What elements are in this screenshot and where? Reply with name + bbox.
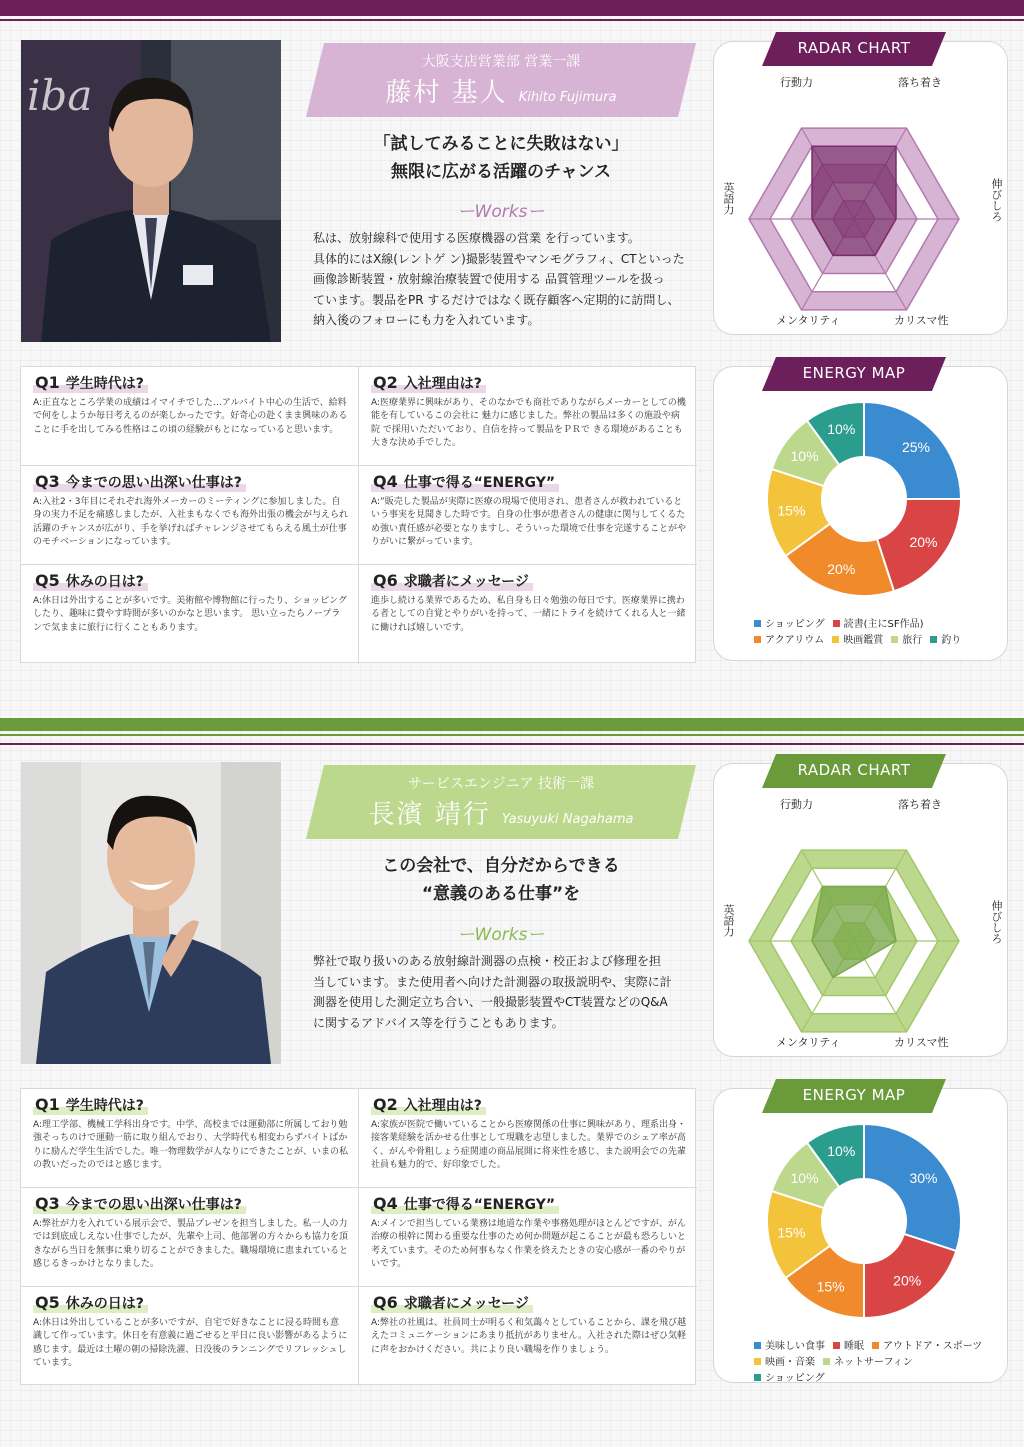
radar-chart xyxy=(714,764,1009,1058)
name-banner-1 xyxy=(306,43,696,117)
legend-item xyxy=(754,617,825,633)
legend-label: 読書(主にSF作品) xyxy=(843,619,924,630)
legend-swatch xyxy=(754,1342,761,1349)
radar-axis-label: 伸びしろ xyxy=(990,900,1003,944)
radar-axis-label: カリスマ性 xyxy=(894,1036,949,1049)
legend-label: ネットサーフィン xyxy=(834,1357,913,1368)
legend-item xyxy=(754,1371,825,1387)
works-text: 私は、放射線科で使用する医療機器の営業 を行っています。 具体的にはX線(レントゲ ン)撮影装置やマンモグラフィ、CTといった 画像診断装置・放射線治療装置で使用する 品質管理ツールを扱っ ています。製品をPR するだけではなく既存顧客へ定期的に訪問し、 納入後のフォローにも力を入れています。 xyxy=(313,231,685,327)
legend-label: アクアリウム xyxy=(765,635,825,646)
pie-slice-label: 10% xyxy=(827,1143,856,1160)
energy-title: ENERGY MAP xyxy=(762,1079,946,1113)
legend-item xyxy=(832,633,883,649)
person-name-en: Yasuyuki Nagahama xyxy=(501,812,634,827)
radar-title: RADAR CHART xyxy=(762,32,946,66)
pie-slice-label: 10% xyxy=(827,421,856,438)
legend-swatch xyxy=(833,1342,840,1349)
answer: A:弊社が力を入れている展示会で、製品プレゼンを担当しました。私一人の力では到底成しえない仕事でしたが、先輩や上司、他部署の方々からも協力を頂きながら当日を無事に乗り切ることができました。職場環境に恵まれていると感じるきっかけとなりました。 xyxy=(33,1219,349,1270)
legend-swatch xyxy=(833,620,840,627)
question: 求職者にメッセージ xyxy=(403,1296,529,1312)
question: 仕事で得る“ENERGY” xyxy=(403,475,556,491)
answer: A:メインで担当している業務は地道な作業や事務処理がほとんどですが、がん治療の根幹に関わる重要な仕事のため何か問題が起こることが最も恐ろしいと考えています。そのため何事もなく作業を終えたときの安心感が一番のやりがいです。 xyxy=(371,1219,687,1270)
legend-swatch xyxy=(754,636,761,643)
radar-panel-1 xyxy=(713,41,1008,335)
legend-item xyxy=(754,1355,815,1371)
catchphrase: この会社で、自分だからできる “意義のある仕事”を xyxy=(382,856,620,904)
legend-item xyxy=(891,633,922,649)
qa-item: Q1 学生時代は? A:正直なところ学業の成績はイマイチでした…アルバイト中心の生活で、給料で何をしようか毎日考えるのが楽しかったです。好奇心の赴くまま興味のあることに手を出してみる性格はこの頃の経験がもとになっていると思います。 xyxy=(21,367,359,466)
legend-swatch xyxy=(754,1374,761,1381)
energy-legend xyxy=(754,617,994,649)
energy-panel-1 xyxy=(713,366,1008,661)
legend-row xyxy=(754,617,994,633)
answer: A:医療業界に興味があり、そのなかでも商社でありながらメーカーとしての機能を有しているこの会社に 魅力に感じました。弊社の製品は多くの施設や病院 で採用いただいており、自信を持って製品をＰＲで きる環境があることも大きな決め手でした。 xyxy=(371,398,686,449)
radar-title: RADAR CHART xyxy=(762,754,946,788)
legend-label: アウトドア・スポーツ xyxy=(883,1341,983,1352)
person-name: 長濱 靖行 xyxy=(368,800,491,830)
legend-item xyxy=(930,633,961,649)
department: サービスエンジニア 技術一課 xyxy=(407,776,595,792)
legend-label: 映画・音楽 xyxy=(765,1357,815,1368)
works-heading: ーWorksー xyxy=(457,925,545,945)
answer: A:休日は外出することが多いです。美術館や博物館に行ったり、ショッピングしたり、趣味に費やす時間が多いのかなと思います。 思い立ったらノープランで気ままに旅行に行くこともあります。 xyxy=(33,596,347,633)
legend-item xyxy=(833,617,924,633)
works-text: 弊社で取り扱いのある放射線計測器の点検・校正および修理を担 当しています。また使用者へ向けた計測器の取扱説明や、実際に計 測器を使用した測定立ち合い、一般撮影装置やCT装置などのQ&A に関するアドバイス等を行うこともあります。 xyxy=(313,954,672,1030)
legend-label: 美味しい食事 xyxy=(765,1341,825,1352)
answer: A:入社2・3年目にそれぞれ海外メーカーのミーティングに参加しました。自身の実力不足を痛感しましたが、入社まもなくでも海外出張の機会が与えられ 活躍のチャンスが広がり、手を挙げればチャレンジさせてもらえる風土が仕事のモチベーションになっています。 xyxy=(33,497,349,548)
pie-slice-label: 20% xyxy=(893,1272,922,1289)
profile-photo-2 xyxy=(21,762,281,1064)
radar-axis-label: 落ち着き xyxy=(898,798,942,811)
qa-item: Q2 入社理由は? A:家族が医院で働いていることから医療関係の仕事に興味があり、理系出身・接客業経験を活かせる仕事として現職を志望しました。業界でのシェア率が高く、がんや骨粗しょう症関連の商品展開に将来性を感じ、また説明会での先輩社員も魅力的で、好印象でした。 xyxy=(359,1089,697,1188)
pie-slice-label: 10% xyxy=(790,1169,819,1186)
pie-slice xyxy=(864,1124,961,1251)
legend-label: 釣り xyxy=(941,635,962,646)
answer: A:理工学部、機械工学科出身です。中学、高校までは運動部に所属しており勉強そっちのけで運動一筋に取り組んでおり、大学時代も相変わらずバイトばかりに励んだ学生生活でした。唯一物理数学が人なりにできたことが、いまの私の教いだったのではと感じます。 xyxy=(33,1120,349,1171)
legend-item xyxy=(833,1339,864,1355)
qa-item: Q4 仕事で得る“ENERGY” A:メインで担当している業務は地道な作業や事務処理がほとんどですが、がん治療の根幹に関わる重要な仕事のため何か問題が起こることが最も恐ろしいと考えています。そのため何事もなく作業を終えたときの安心感が一番のやりがいです。 xyxy=(359,1188,697,1287)
question: 入社理由は? xyxy=(403,376,482,392)
answer: A:弊社の社風は、社員同士が明るく和気藹々としていることから、課を飛び越えたコミュニケーションにあまり抵抗がありません。入社された際はぜひ気軽に声をおかけください。共により良い職場を作りましょう。 xyxy=(371,1318,687,1355)
question: 今までの思い出深い仕事は? xyxy=(65,475,242,491)
profile-photo-1 xyxy=(21,40,281,342)
legend-row xyxy=(754,1339,994,1355)
profile-section-1 xyxy=(0,0,1024,710)
legend-swatch xyxy=(754,1358,761,1365)
legend-swatch xyxy=(930,636,937,643)
qa-item: Q1 学生時代は? A:理工学部、機械工学科出身です。中学、高校までは運動部に所属しており勉強そっちのけで運動一筋に取り組んでおり、大学時代も相変わらずバイトばかりに励んだ学生生活でした。唯一物理数学が人なりにできたことが、いまの私の教いだったのではと感じます。 xyxy=(21,1089,359,1188)
pie-slice-label: 15% xyxy=(816,1278,845,1295)
legend-swatch xyxy=(754,620,761,627)
legend-label: 睡眠 xyxy=(844,1341,864,1352)
radar-chart xyxy=(714,42,1009,336)
qa-item: Q3 今までの思い出深い仕事は? A:弊社が力を入れている展示会で、製品プレゼンを担当しました。私一人の力では到底成しえない仕事でしたが、先輩や上司、他部署の方々からも協力を頂きながら当日を無事に乗り切ることができました。職場環境に恵まれていると感じるきっかけとなりました。 xyxy=(21,1188,359,1287)
radar-axis-label: 落ち着き xyxy=(898,76,942,89)
works-heading: ーWorksー xyxy=(457,202,545,222)
question: 学生時代は? xyxy=(65,1098,144,1114)
radar-axis-label: カリスマ性 xyxy=(894,314,949,327)
catchphrase: 「試してみることに失敗はない」 無限に広がる活躍のチャンス xyxy=(373,134,629,182)
qa-item: Q5 休みの日は? A:休日は外出することが多いです。美術館や博物館に行ったり、ショッピングしたり、趣味に費やす時間が多いのかなと思います。 思い立ったらノープランで気ままに旅行に行くこともあります。 xyxy=(21,565,359,664)
qa-item: Q6 求職者にメッセージ A:弊社の社風は、社員同士が明るく和気藹々としていることから、課を飛び越えたコミュニケーションにあまり抵抗がありません。入社された際はぜひ気軽に声をおかけください。共により良い職場を作りましょう。 xyxy=(359,1287,697,1386)
answer: A:家族が医院で働いていることから医療関係の仕事に興味があり、理系出身・接客業経験を活かせる仕事として現職を志望しました。業界でのシェア率が高く、がんや骨粗しょう症関連の商品展開に将来性を感じ、また説明会での先輩社員も魅力的で、好印象でした。 xyxy=(371,1120,687,1171)
radar-axis-label: メンタリティ xyxy=(776,314,841,327)
legend-item xyxy=(823,1355,913,1371)
legend-item xyxy=(754,633,824,649)
radar-panel-2 xyxy=(713,763,1008,1057)
energy-title: ENERGY MAP xyxy=(762,357,946,391)
qa-item: Q6 求職者にメッセージ 進歩し続ける業界であるため、私自身も日々勉強の毎日です。医療業界に携わる者としての自覚とやりがいを持って、一緒にトライを続けてくれる人と一緒に働ければ嬉しいです。 xyxy=(359,565,697,664)
qa-grid-1 xyxy=(20,366,696,663)
question: 仕事で得る“ENERGY” xyxy=(403,1197,556,1213)
qa-item: Q5 休みの日は? A:休日は外出していることが多いですが、自宅で好きなことに浸る時間も意識して作っています。休日を有意義に過ごせると平日に良い影響があるように感じます。最近は土曜の朝の掃除洗濯、日没後のランニングでリフレッシュしています。 xyxy=(21,1287,359,1386)
radar-axis-label: 行動力 xyxy=(780,76,813,89)
legend-label: 旅行 xyxy=(902,635,923,646)
qa-item: Q2 入社理由は? A:医療業界に興味があり、そのなかでも商社でありながらメーカーとしての機能を有しているこの会社に 魅力に感じました。弊社の製品は多くの施設や病院 で採用いただいており、自信を持って製品をＰＲで きる環境があることも大きな決め手でした。 xyxy=(359,367,697,466)
legend-item xyxy=(754,1339,825,1355)
name-banner-2 xyxy=(306,765,696,839)
legend-swatch xyxy=(823,1358,830,1365)
pie-slice-label: 20% xyxy=(909,534,938,551)
radar-axis-label: 英語力 xyxy=(722,182,735,215)
radar-axis-label: メンタリティ xyxy=(776,1036,841,1049)
profile-section-2 xyxy=(0,722,1024,1432)
pie-slice-label: 25% xyxy=(901,439,930,456)
legend-swatch xyxy=(832,636,839,643)
qa-grid-2 xyxy=(20,1088,696,1385)
legend-label: ショッピング xyxy=(765,619,825,630)
pie-slice-label: 15% xyxy=(777,1224,806,1241)
pie-slice-label: 10% xyxy=(790,447,819,464)
legend-row xyxy=(754,1355,994,1387)
legend-swatch xyxy=(891,636,898,643)
question: 休みの日は? xyxy=(65,1296,144,1312)
pie-slice-label: 20% xyxy=(827,560,856,577)
answer: A:休日は外出していることが多いですが、自宅で好きなことに浸る時間も意識して作っています。休日を有意義に過ごせると平日に良い影響があるように感じます。最近は土曜の朝の掃除洗濯、日没後のランニングでリフレッシュしています。 xyxy=(33,1318,348,1369)
question: 入社理由は? xyxy=(403,1098,482,1114)
radar-axis-label: 伸びしろ xyxy=(990,178,1003,222)
energy-panel-2 xyxy=(713,1088,1008,1383)
energy-legend xyxy=(754,1339,994,1387)
legend-swatch xyxy=(872,1342,879,1349)
question: 休みの日は? xyxy=(65,574,144,590)
question: 今までの思い出深い仕事は? xyxy=(65,1197,242,1213)
legend-row xyxy=(754,633,994,649)
qa-item: Q4 仕事で得る“ENERGY” A:”販売した製品が実際に医療の現場で使用され、患者さんが救われているという事実を見聞きした時です。自身の仕事が患者さんの健康に関与してくるた め強い責任感が必要となりますし、そういった環境で仕事を完遂することがやりがいに繋がっています。 xyxy=(359,466,697,565)
pie-slice-label: 30% xyxy=(909,1169,938,1186)
radar-axis-label: 行動力 xyxy=(780,798,813,811)
legend-label: 映画鑑賞 xyxy=(843,635,884,646)
svg-text:iba: iba xyxy=(27,71,93,120)
pie-slice-label: 15% xyxy=(777,502,806,519)
answer: A:正直なところ学業の成績はイマイチでした…アルバイト中心の生活で、給料で何をしようか毎日考えるのが楽しかったです。好奇心の赴くまま興味のあることに手を出してみる性格はこの頃の経験がもとになっていると思います。 xyxy=(33,398,348,435)
person-name: 藤村 基人 xyxy=(385,78,508,108)
person-name-en: Kihito Fujimura xyxy=(518,90,617,105)
legend-label: ショッピング xyxy=(765,1373,825,1384)
answer: 進歩し続ける業界であるため、私自身も日々勉強の毎日です。医療業界に携わる者としての自覚とやりがいを持って、一緒にトライを続けてくれる人と一緒に働ければ嬉しいです。 xyxy=(371,596,686,633)
question: 求職者にメッセージ xyxy=(403,574,529,590)
legend-item xyxy=(872,1339,982,1355)
answer: A:”販売した製品が実際に医療の現場で使用され、患者さんが救われているという事実を見聞きした時です。自身の仕事が患者さんの健康に関与してくるた め強い責任感が必要となりますし、そういった環境で仕事を完遂することがやりがいに繋がっています。 xyxy=(371,497,687,548)
qa-item: Q3 今までの思い出深い仕事は? A:入社2・3年目にそれぞれ海外メーカーのミーティングに参加しました。自身の実力不足を痛感しましたが、入社まもなくでも海外出張の機会が与えられ 活躍のチャンスが広がり、手を挙げればチャレンジさせてもらえる風土が仕事のモチベーションになっています。 xyxy=(21,466,359,565)
department: 大阪支店営業部 営業一課 xyxy=(421,54,581,70)
radar-axis-label: 英語力 xyxy=(722,904,735,937)
radar-value-area xyxy=(812,146,896,255)
question: 学生時代は? xyxy=(65,376,144,392)
